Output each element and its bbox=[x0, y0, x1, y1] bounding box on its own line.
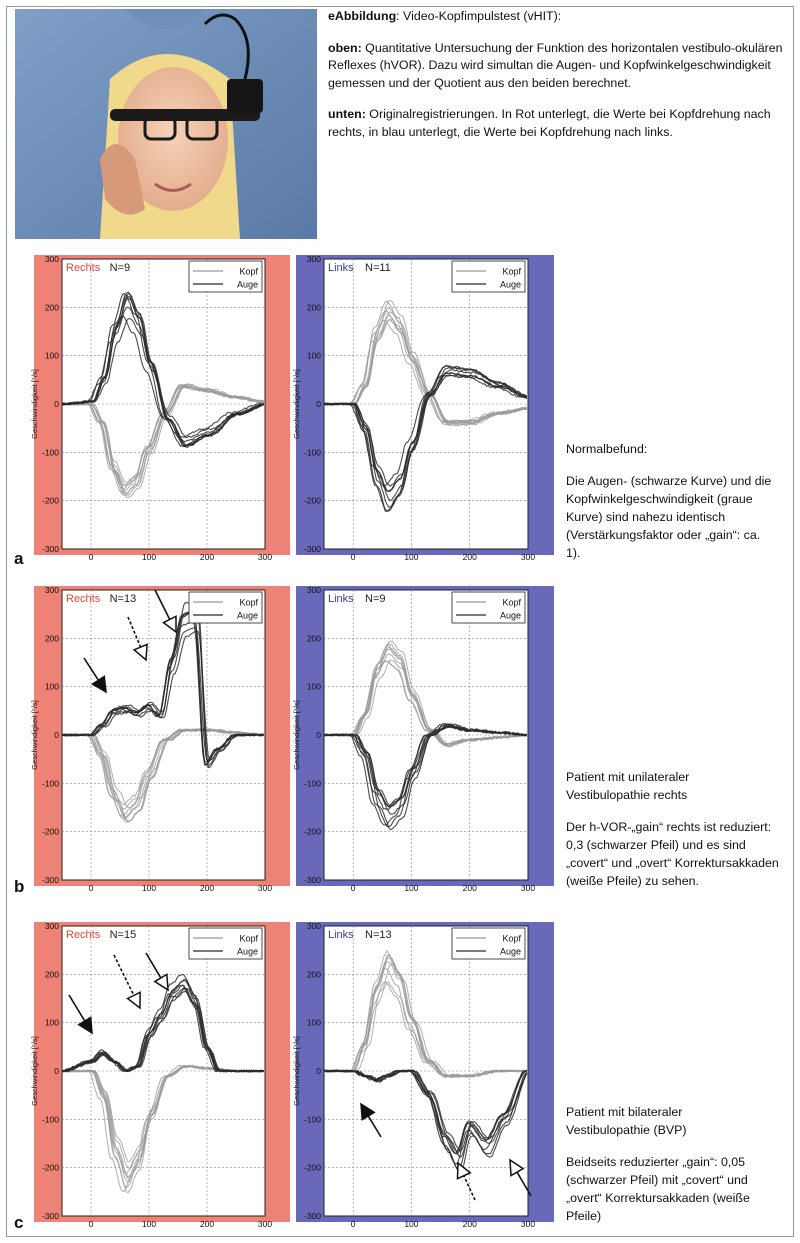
x-tick-label: 300 bbox=[520, 552, 536, 562]
legend-label: Auge bbox=[499, 279, 521, 290]
x-tick-label: 300 bbox=[257, 552, 273, 562]
x-tick-label: 200 bbox=[462, 883, 477, 893]
y-tick-label: 300 bbox=[44, 921, 59, 931]
y-tick-label: -100 bbox=[41, 447, 59, 458]
y-tick-label: 200 bbox=[44, 633, 59, 644]
x-tick-label: 100 bbox=[141, 1219, 157, 1229]
y-axis-label: Geschwindigkeit [°/s] bbox=[292, 369, 301, 439]
x-tick-label: 200 bbox=[462, 1219, 477, 1229]
legend-label: Auge bbox=[499, 610, 521, 621]
y-tick-label: 100 bbox=[44, 681, 59, 692]
row-label-c: c bbox=[14, 1213, 24, 1232]
y-tick-label: -300 bbox=[41, 875, 59, 885]
y-tick-label: 200 bbox=[44, 969, 59, 980]
x-tick-label: 0 bbox=[350, 552, 356, 562]
x-tick-label: 0 bbox=[88, 1219, 94, 1229]
x-tick-label: 0 bbox=[88, 552, 94, 562]
panel-n-label: N=9 bbox=[365, 593, 386, 605]
panel-title: Links bbox=[328, 929, 354, 941]
legend-label: Kopf bbox=[502, 933, 521, 944]
x-tick-label: 300 bbox=[257, 883, 273, 893]
legend-label: Kopf bbox=[502, 266, 521, 277]
y-tick-label: -100 bbox=[303, 778, 321, 789]
legend-label: Auge bbox=[236, 279, 258, 290]
y-tick-label: 0 bbox=[54, 1066, 59, 1076]
legend-label: Auge bbox=[236, 610, 258, 621]
x-tick-label: 200 bbox=[462, 552, 477, 562]
legend-label: Kopf bbox=[239, 933, 258, 944]
x-tick-label: 0 bbox=[88, 883, 94, 893]
x-tick-label: 200 bbox=[199, 1219, 215, 1229]
y-tick-label: 100 bbox=[44, 350, 59, 361]
note-a-title: Normalbefund: bbox=[566, 442, 648, 456]
y-tick-label: -200 bbox=[303, 495, 321, 506]
y-tick-label: 100 bbox=[44, 1017, 59, 1028]
y-tick-label: -100 bbox=[41, 1114, 59, 1125]
panel-title: Rechts bbox=[66, 262, 101, 274]
chart-c-links bbox=[292, 921, 554, 1229]
y-tick-label: 200 bbox=[306, 969, 321, 980]
y-tick-label: -300 bbox=[41, 1211, 59, 1221]
y-axis-label: Geschwindigkeit [°/s] bbox=[292, 1036, 301, 1106]
y-tick-label: 200 bbox=[306, 633, 321, 644]
y-tick-label: -300 bbox=[303, 544, 321, 554]
note-c-title: Patient mit bilateraler Vestibulopathie (BVP) bbox=[566, 1105, 687, 1137]
y-tick-label: -200 bbox=[41, 1162, 59, 1173]
caption-top: oben: Quantitative Untersuchung der Funktion des horizontalen vestibulo-okulären Reflexes (hVOR). Dazu wird simultan die Augen- und Kopfwinkelgeschwindigkeit gemessen und der Quotient aus den beiden berechnet. bbox=[328, 40, 783, 90]
legend-label: Kopf bbox=[239, 266, 258, 277]
y-axis-label: Geschwindigkeit [°/s] bbox=[30, 369, 39, 439]
chart-c-rechts bbox=[30, 921, 290, 1229]
y-tick-label: -200 bbox=[41, 826, 59, 837]
note-b-title: Patient mit unilateraler Vestibulopathie rechts bbox=[566, 770, 690, 802]
x-tick-label: 300 bbox=[520, 883, 536, 893]
y-axis-label: Geschwindigkeit [°/s] bbox=[292, 700, 301, 770]
y-tick-label: 100 bbox=[306, 1017, 321, 1028]
row-label-a: a bbox=[14, 549, 24, 568]
chart-a-rechts bbox=[30, 254, 290, 562]
y-tick-label: 300 bbox=[306, 585, 321, 595]
chart-a-links bbox=[292, 254, 554, 562]
panel-n-label: N=15 bbox=[109, 929, 137, 941]
y-tick-label: 0 bbox=[54, 730, 59, 740]
y-tick-label: -200 bbox=[303, 1162, 321, 1173]
x-tick-label: 100 bbox=[141, 883, 157, 893]
x-tick-label: 0 bbox=[350, 883, 356, 893]
panel-n-label: N=11 bbox=[365, 262, 391, 274]
x-tick-label: 300 bbox=[520, 1219, 536, 1229]
legend-label: Auge bbox=[236, 946, 258, 957]
x-tick-label: 100 bbox=[404, 883, 419, 893]
y-tick-label: 200 bbox=[306, 302, 321, 313]
y-tick-label: 100 bbox=[306, 681, 321, 692]
x-tick-label: 300 bbox=[257, 1219, 273, 1229]
y-tick-label: -100 bbox=[303, 447, 321, 458]
x-tick-label: 0 bbox=[350, 1219, 356, 1229]
y-tick-label: -200 bbox=[303, 826, 321, 837]
panel-title: Links bbox=[328, 593, 354, 605]
legend-label: Kopf bbox=[502, 597, 521, 608]
note-a-text: Die Augen- (schwarze Kurve) und die Kopfwinkelgeschwindigkeit (graue Kurve) sind nahezu identisch (Verstärkungsfaktor oder „gain“: ca. 1). bbox=[566, 474, 772, 560]
y-tick-label: 0 bbox=[316, 399, 321, 409]
y-tick-label: 300 bbox=[306, 921, 321, 931]
panel-title: Links bbox=[328, 262, 354, 274]
legend-label: Kopf bbox=[239, 597, 258, 608]
y-tick-label: 200 bbox=[44, 302, 59, 313]
caption-heading: eAbbildung: Video-Kopfimpulstest (vHIT): bbox=[328, 9, 562, 23]
y-tick-label: -300 bbox=[303, 875, 321, 885]
panel-title: Rechts bbox=[66, 593, 101, 605]
y-axis-label: Geschwindigkeit [°/s] bbox=[30, 1036, 39, 1106]
x-tick-label: 100 bbox=[404, 1219, 419, 1229]
x-tick-label: 100 bbox=[141, 552, 157, 562]
y-tick-label: 100 bbox=[306, 350, 321, 361]
x-tick-label: 200 bbox=[199, 883, 215, 893]
y-tick-label: -100 bbox=[303, 1114, 321, 1125]
y-axis-label: Geschwindigkeit [°/s] bbox=[30, 700, 39, 770]
y-tick-label: -300 bbox=[303, 1211, 321, 1221]
panel-n-label: N=13 bbox=[109, 593, 137, 605]
y-tick-label: 0 bbox=[54, 399, 59, 409]
note-c-text: Beidseits reduzierter „gain“: 0,05 (schwarzer Pfeil) mit „covert“ und „overt“ Korrektursakkaden (weiße Pfeile) bbox=[566, 1155, 750, 1223]
y-tick-label: -200 bbox=[41, 495, 59, 506]
x-tick-label: 200 bbox=[199, 552, 215, 562]
legend-label: Auge bbox=[499, 946, 521, 957]
y-tick-label: 300 bbox=[44, 585, 59, 595]
y-tick-label: -100 bbox=[41, 778, 59, 789]
y-tick-label: 300 bbox=[306, 254, 321, 264]
x-tick-label: 100 bbox=[404, 552, 419, 562]
y-tick-label: 0 bbox=[316, 730, 321, 740]
panel-title: Rechts bbox=[66, 929, 101, 941]
y-tick-label: 300 bbox=[44, 254, 59, 264]
chart-b-rechts bbox=[30, 585, 290, 893]
row-label-b: b bbox=[14, 877, 25, 896]
note-b-text: Der h-VOR-„gain“ rechts ist reduziert: 0,3 (schwarzer Pfeil) und es sind „covert“ und „overt“ Korrektursakkaden (weiße Pfeile) zu sehen. bbox=[566, 820, 779, 888]
caption-bottom: unten: Originalregistrierungen. In Rot unterlegt, die Werte bei Kopfdrehung nach rechts, in blau unterlegt, die Werte bei Kopfdrehung nach links. bbox=[328, 107, 771, 139]
y-tick-label: -300 bbox=[41, 544, 59, 554]
panel-n-label: N=9 bbox=[109, 262, 131, 274]
panel-n-label: N=13 bbox=[365, 929, 392, 941]
y-tick-label: 0 bbox=[316, 1066, 321, 1076]
chart-b-links bbox=[292, 585, 554, 893]
